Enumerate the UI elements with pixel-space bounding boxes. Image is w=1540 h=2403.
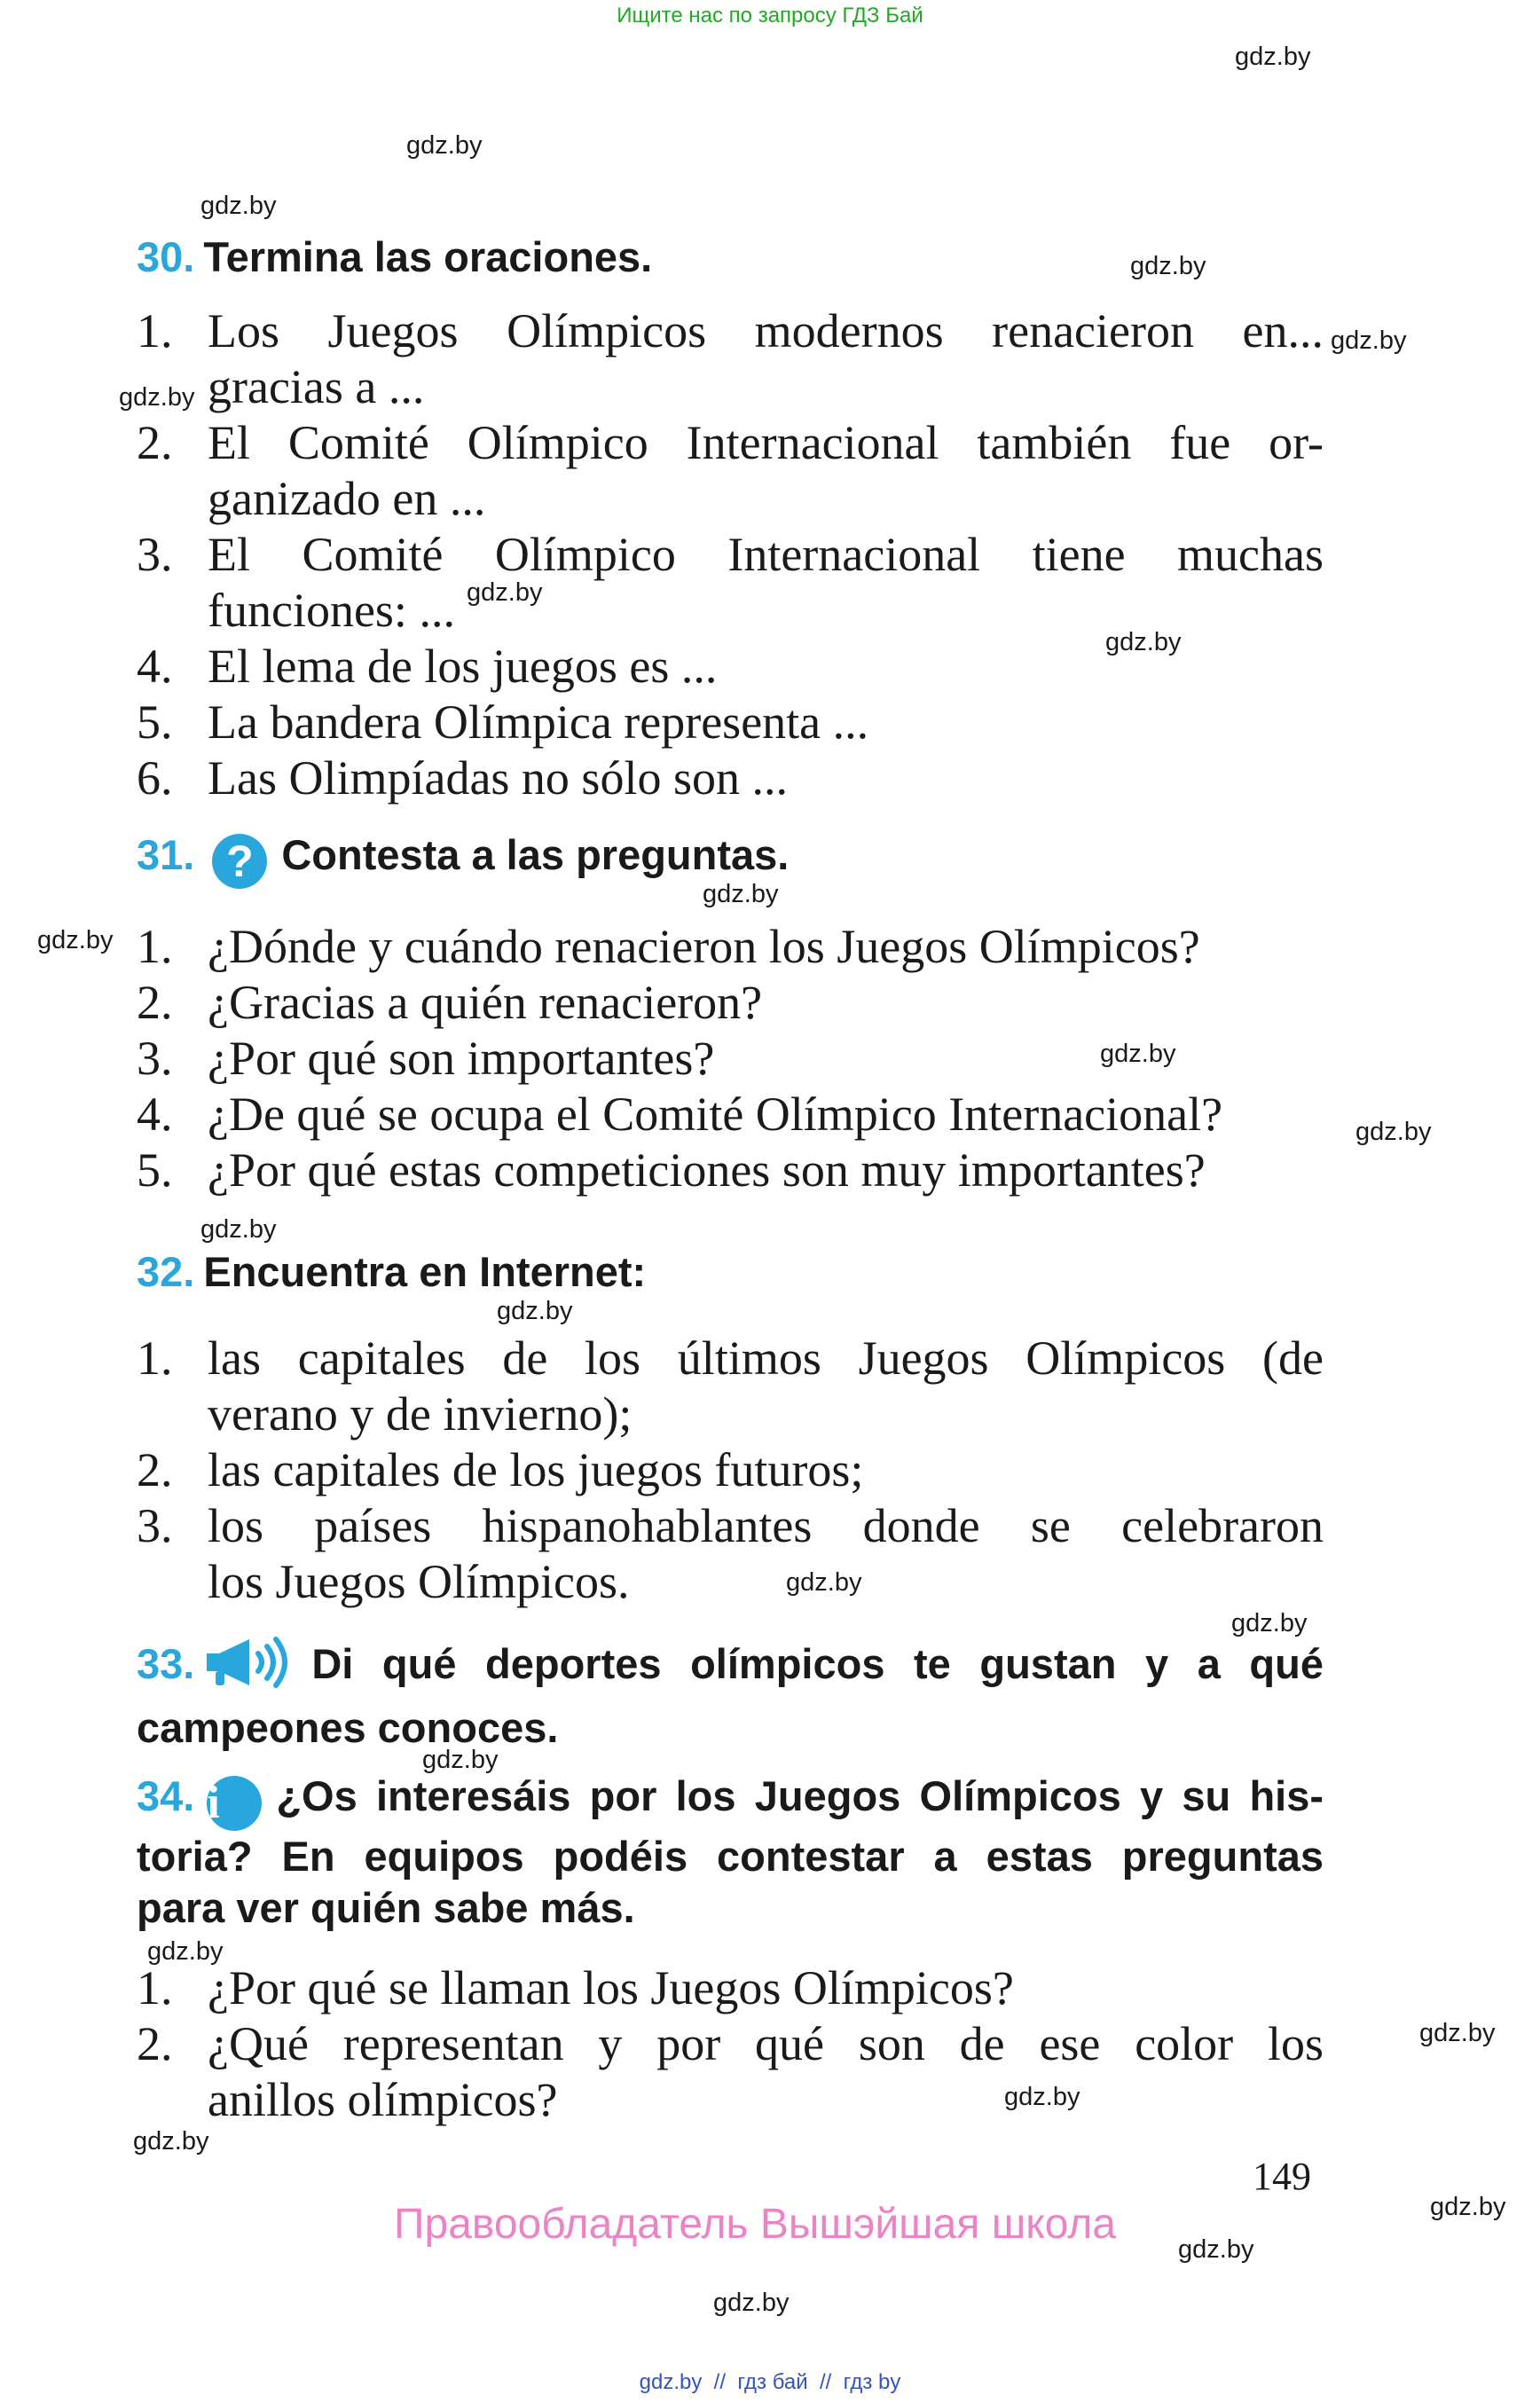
- watermark: gdz.by: [406, 131, 483, 160]
- item-text: los países hispanohablantes donde se celebraron: [208, 1499, 1324, 1552]
- watermark: gdz.by: [1100, 1040, 1176, 1068]
- exercise-34-list: [137, 1960, 1324, 2128]
- exercise-number: 33.: [137, 1640, 195, 1687]
- item-number: 2.: [137, 1443, 173, 1496]
- list-item: [137, 919, 1324, 975]
- item-text: ¿Dónde y cuándo renacieron los Juegos Olímpicos?: [208, 920, 1200, 973]
- watermark: gdz.by: [1004, 2083, 1080, 2111]
- item-text: funciones: ...: [208, 584, 455, 637]
- watermark: gdz.by: [713, 2289, 790, 2317]
- watermark: gdz.by: [1178, 2235, 1254, 2264]
- item-text: ganizado en ...: [208, 472, 486, 525]
- exercise-33-line: [137, 1634, 1324, 1702]
- watermark: gdz.by: [1105, 628, 1182, 656]
- exercise-title: Contesta a las preguntas.: [281, 831, 790, 878]
- exercise-32-heading: [137, 1247, 646, 1296]
- item-text: las capitales de los juegos futuros;: [208, 1443, 864, 1496]
- watermark: gdz.by: [1331, 326, 1407, 355]
- item-text: ¿Por qué se llaman los Juegos Olímpicos?: [208, 1961, 1014, 2014]
- watermark: gdz.by: [1430, 2193, 1506, 2221]
- item-number: 2.: [137, 416, 173, 469]
- list-item: [137, 1960, 1324, 2016]
- list-item: [137, 695, 1324, 750]
- item-text: ¿Por qué estas competiciones son muy importantes?: [208, 1143, 1206, 1197]
- exercise-34-line: [137, 1771, 1324, 1831]
- list-item: [137, 975, 1324, 1031]
- item-text: Las Olimpíadas no sólo son ...: [208, 751, 788, 805]
- list-item: [137, 527, 1324, 639]
- item-text: Los Juegos Olímpicos modernos renacieron en...: [208, 304, 1324, 357]
- list-item: [137, 303, 1324, 415]
- question-icon: ?: [212, 834, 267, 889]
- exercise-text: ¿Os interesáis por los Juegos Olímpicos y su his-: [276, 1772, 1324, 1819]
- item-number: 4.: [137, 640, 173, 693]
- watermark: gdz.by: [703, 880, 779, 908]
- exercise-31-heading: [137, 830, 789, 889]
- list-item: [137, 1442, 1324, 1498]
- list-item: [137, 639, 1324, 695]
- item-number: 1.: [137, 304, 173, 357]
- watermark: gdz.by: [1419, 2019, 1496, 2047]
- item-text: ¿Qué representan y por qué son de ese color los: [208, 2017, 1324, 2070]
- exercise-number: 34.: [137, 1772, 195, 1819]
- item-text: El Comité Olímpico Internacional también fue or-: [208, 416, 1324, 469]
- item-text: La bandera Olímpica representa ...: [208, 695, 869, 749]
- watermark: gdz.by: [119, 383, 195, 412]
- item-number: 4.: [137, 1088, 173, 1141]
- list-item: [137, 415, 1324, 527]
- exercise-32-list: [137, 1331, 1324, 1610]
- list-item: [137, 750, 1324, 806]
- item-text: las capitales de los últimos Juegos Olímpicos (de: [208, 1331, 1324, 1385]
- exercise-text: toria? En equipos podéis contestar a estas preguntas: [137, 1833, 1324, 1880]
- exercise-33: [137, 1634, 1324, 1754]
- exercise-number: 30.: [137, 233, 195, 280]
- exercise-31-list: [137, 919, 1324, 1198]
- watermark: gdz.by: [467, 578, 543, 607]
- footer-links[interactable]: gdz.by // гдз бай // гдз by: [639, 2370, 901, 2394]
- watermark: gdz.by: [200, 192, 277, 220]
- exercise-text: campeones conoces.: [137, 1704, 559, 1751]
- item-number: 1.: [137, 1331, 173, 1385]
- info-icon: i: [207, 1776, 262, 1831]
- list-item: [137, 1143, 1324, 1198]
- exercise-34: [137, 1771, 1324, 1934]
- list-item: [137, 2016, 1324, 2128]
- item-text: ¿De qué se ocupa el Comité Olímpico Internacional?: [208, 1088, 1223, 1141]
- item-text: gracias a ...: [208, 360, 425, 413]
- item-number: 1.: [137, 920, 173, 973]
- item-text: El lema de los juegos es ...: [208, 640, 718, 693]
- item-number: 5.: [137, 695, 173, 749]
- list-item: [137, 1331, 1324, 1442]
- watermark: gdz.by: [37, 926, 114, 954]
- exercise-text: para ver quién sabe más.: [137, 1884, 635, 1931]
- watermark: gdz.by: [133, 2127, 209, 2156]
- item-number: 3.: [137, 528, 173, 581]
- list-item: [137, 1087, 1324, 1143]
- exercise-number: 32.: [137, 1248, 195, 1295]
- watermark: gdz.by: [147, 1937, 224, 1966]
- copyright-notice: Правообладатель Вышэйшая школа: [394, 2201, 1117, 2248]
- watermark: gdz.by: [1130, 252, 1206, 280]
- watermark: gdz.by: [1231, 1609, 1308, 1637]
- watermark: gdz.by: [1355, 1118, 1432, 1146]
- item-number: 2.: [137, 2017, 173, 2070]
- watermark: gdz.by: [497, 1297, 573, 1325]
- page-number: 149: [1253, 2155, 1311, 2198]
- exercise-title: Encuentra en Internet:: [203, 1248, 647, 1295]
- item-text: ¿Por qué son importantes?: [208, 1032, 715, 1085]
- exercise-30-heading: [137, 232, 652, 281]
- megaphone-icon: [203, 1634, 292, 1702]
- item-text: los Juegos Olímpicos.: [208, 1555, 630, 1608]
- exercise-30-list: [137, 303, 1324, 806]
- item-number: 6.: [137, 751, 173, 805]
- item-text: verano y de invierno);: [208, 1387, 632, 1441]
- exercise-number: 31.: [137, 831, 195, 878]
- exercise-title: Termina las oraciones.: [203, 233, 653, 280]
- exercise-text: Di qué deportes olímpicos te gustan y a qué: [311, 1640, 1324, 1687]
- item-number: 3.: [137, 1499, 173, 1552]
- item-number: 3.: [137, 1032, 173, 1085]
- item-number: 2.: [137, 976, 173, 1029]
- watermark: gdz.by: [200, 1215, 277, 1244]
- top-banner: Ищите нас по запросу ГДЗ Бай: [617, 4, 923, 27]
- item-text: El Comité Olímpico Internacional tiene muchas: [208, 528, 1324, 581]
- watermark: gdz.by: [422, 1746, 499, 1774]
- item-text: ¿Gracias a quién renacieron?: [208, 976, 763, 1029]
- watermark: gdz.by: [1235, 43, 1311, 71]
- item-number: 5.: [137, 1143, 173, 1197]
- list-item: [137, 1498, 1324, 1610]
- watermark: gdz.by: [786, 1568, 862, 1597]
- item-text: anillos olímpicos?: [208, 2073, 558, 2126]
- item-number: 1.: [137, 1961, 173, 2014]
- list-item: [137, 1031, 1324, 1087]
